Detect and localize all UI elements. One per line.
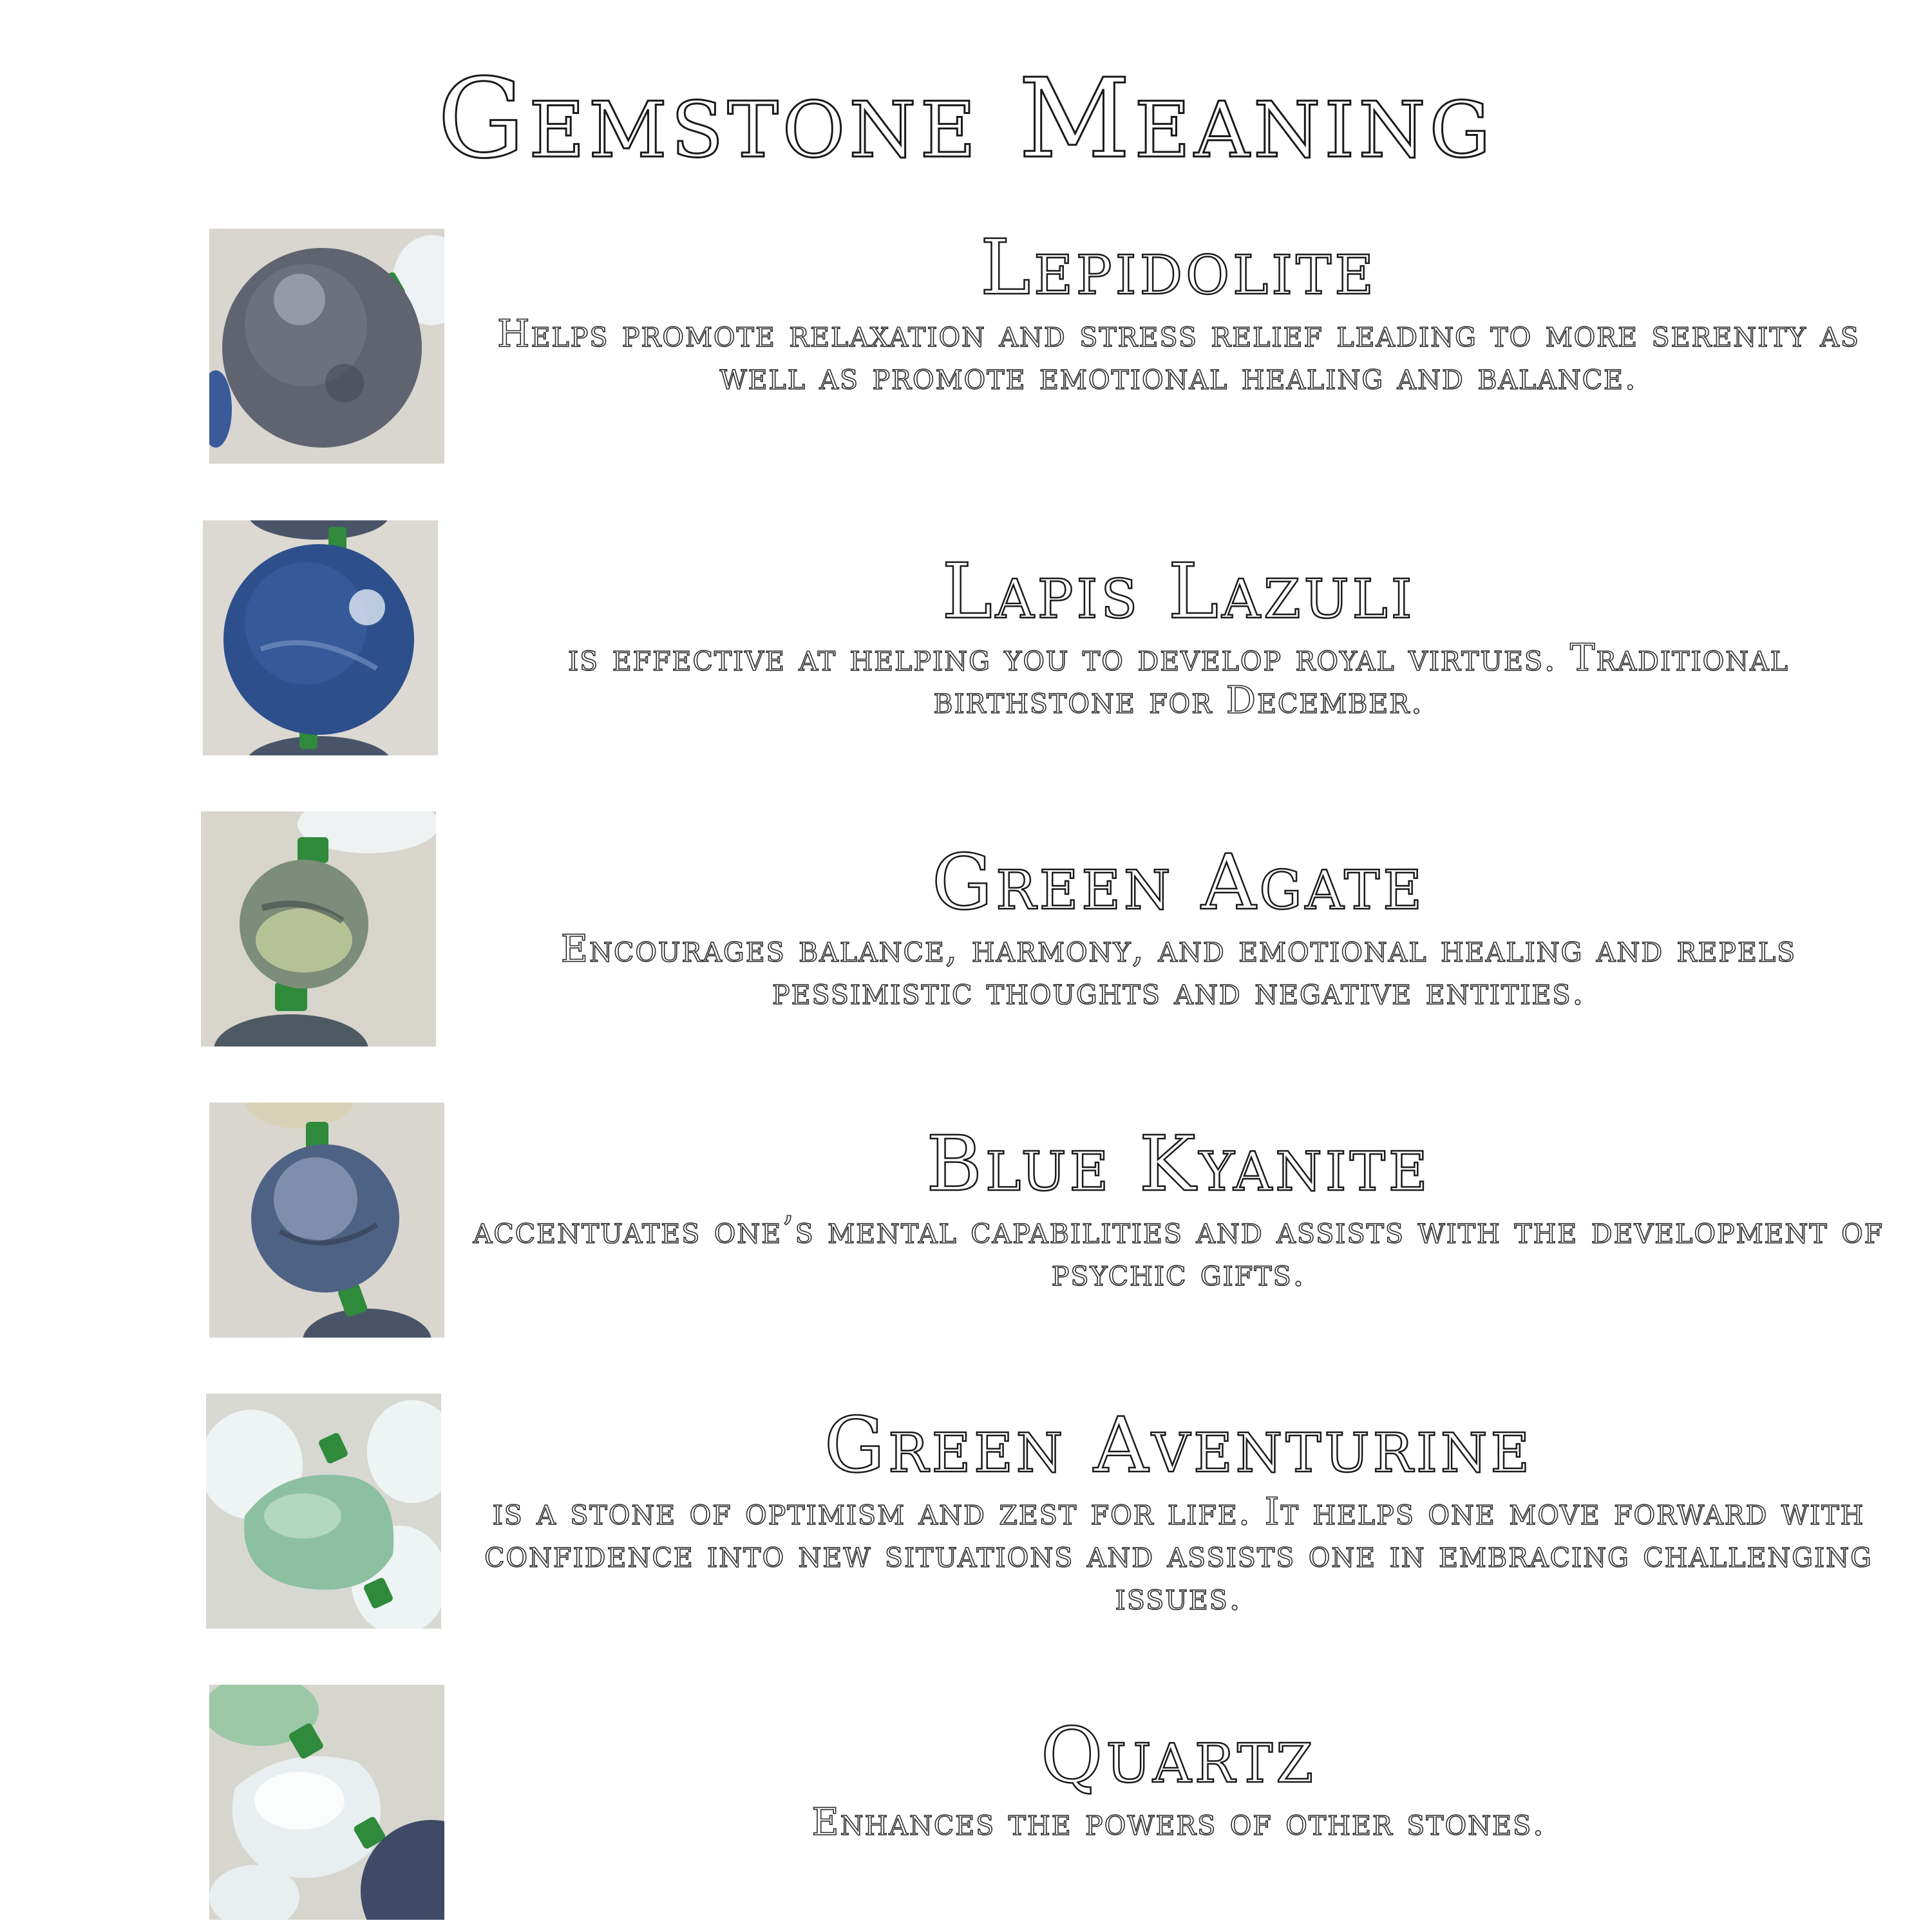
gem-description: accentuates one’s mental capabilities and assists with the development of psychic gifts. <box>473 1208 1884 1294</box>
gem-name: Lapis Lazuli <box>942 547 1416 636</box>
gem-name: Green Aventurine <box>824 1401 1533 1490</box>
gem-entry-blue-kyanite <box>0 1103 1932 1338</box>
lepidolite-bead-photo-icon <box>209 229 444 464</box>
gem-name: Lepidolite <box>980 223 1378 312</box>
gem-entry-quartz <box>0 1685 1932 1920</box>
gem-description: is effective at helping you to develop royal virtues. Traditional birthstone for December. <box>567 636 1790 722</box>
gem-entry-green-aventurine <box>0 1394 1932 1629</box>
gem-description: Enhances the powers of other stones. <box>811 1800 1546 1844</box>
gem-entry-lepidolite <box>0 223 1932 464</box>
blue-kyanite-bead-photo-icon <box>209 1103 444 1338</box>
quartz-bead-photo-icon <box>209 1685 444 1920</box>
gem-description: Encourages balance, harmony, and emotional healing and repels pessimistic thoughts and negative entities. <box>560 927 1797 1013</box>
gem-name: Blue Kyanite <box>926 1119 1431 1208</box>
gem-description: is a stone of optimism and zest for life. It helps one move forward with confidence into new situations and assists one in embracing challenging issues. <box>484 1490 1873 1618</box>
green-aventurine-bead-photo-icon <box>206 1394 441 1629</box>
page-title: Gemstone Meaning <box>437 55 1495 183</box>
gem-name: Quartz <box>1040 1711 1317 1800</box>
lapis-lazuli-bead-photo-icon <box>203 520 438 755</box>
green-agate-bead-photo-icon <box>201 811 436 1046</box>
gem-name: Green Agate <box>932 838 1425 927</box>
gem-entry-green-agate <box>0 811 1932 1046</box>
gem-description: Helps promote relaxation and stress relief leading to more serenity as well as promote emotional healing and balance. <box>497 312 1860 398</box>
gem-entry-lapis-lazuli <box>0 520 1932 755</box>
